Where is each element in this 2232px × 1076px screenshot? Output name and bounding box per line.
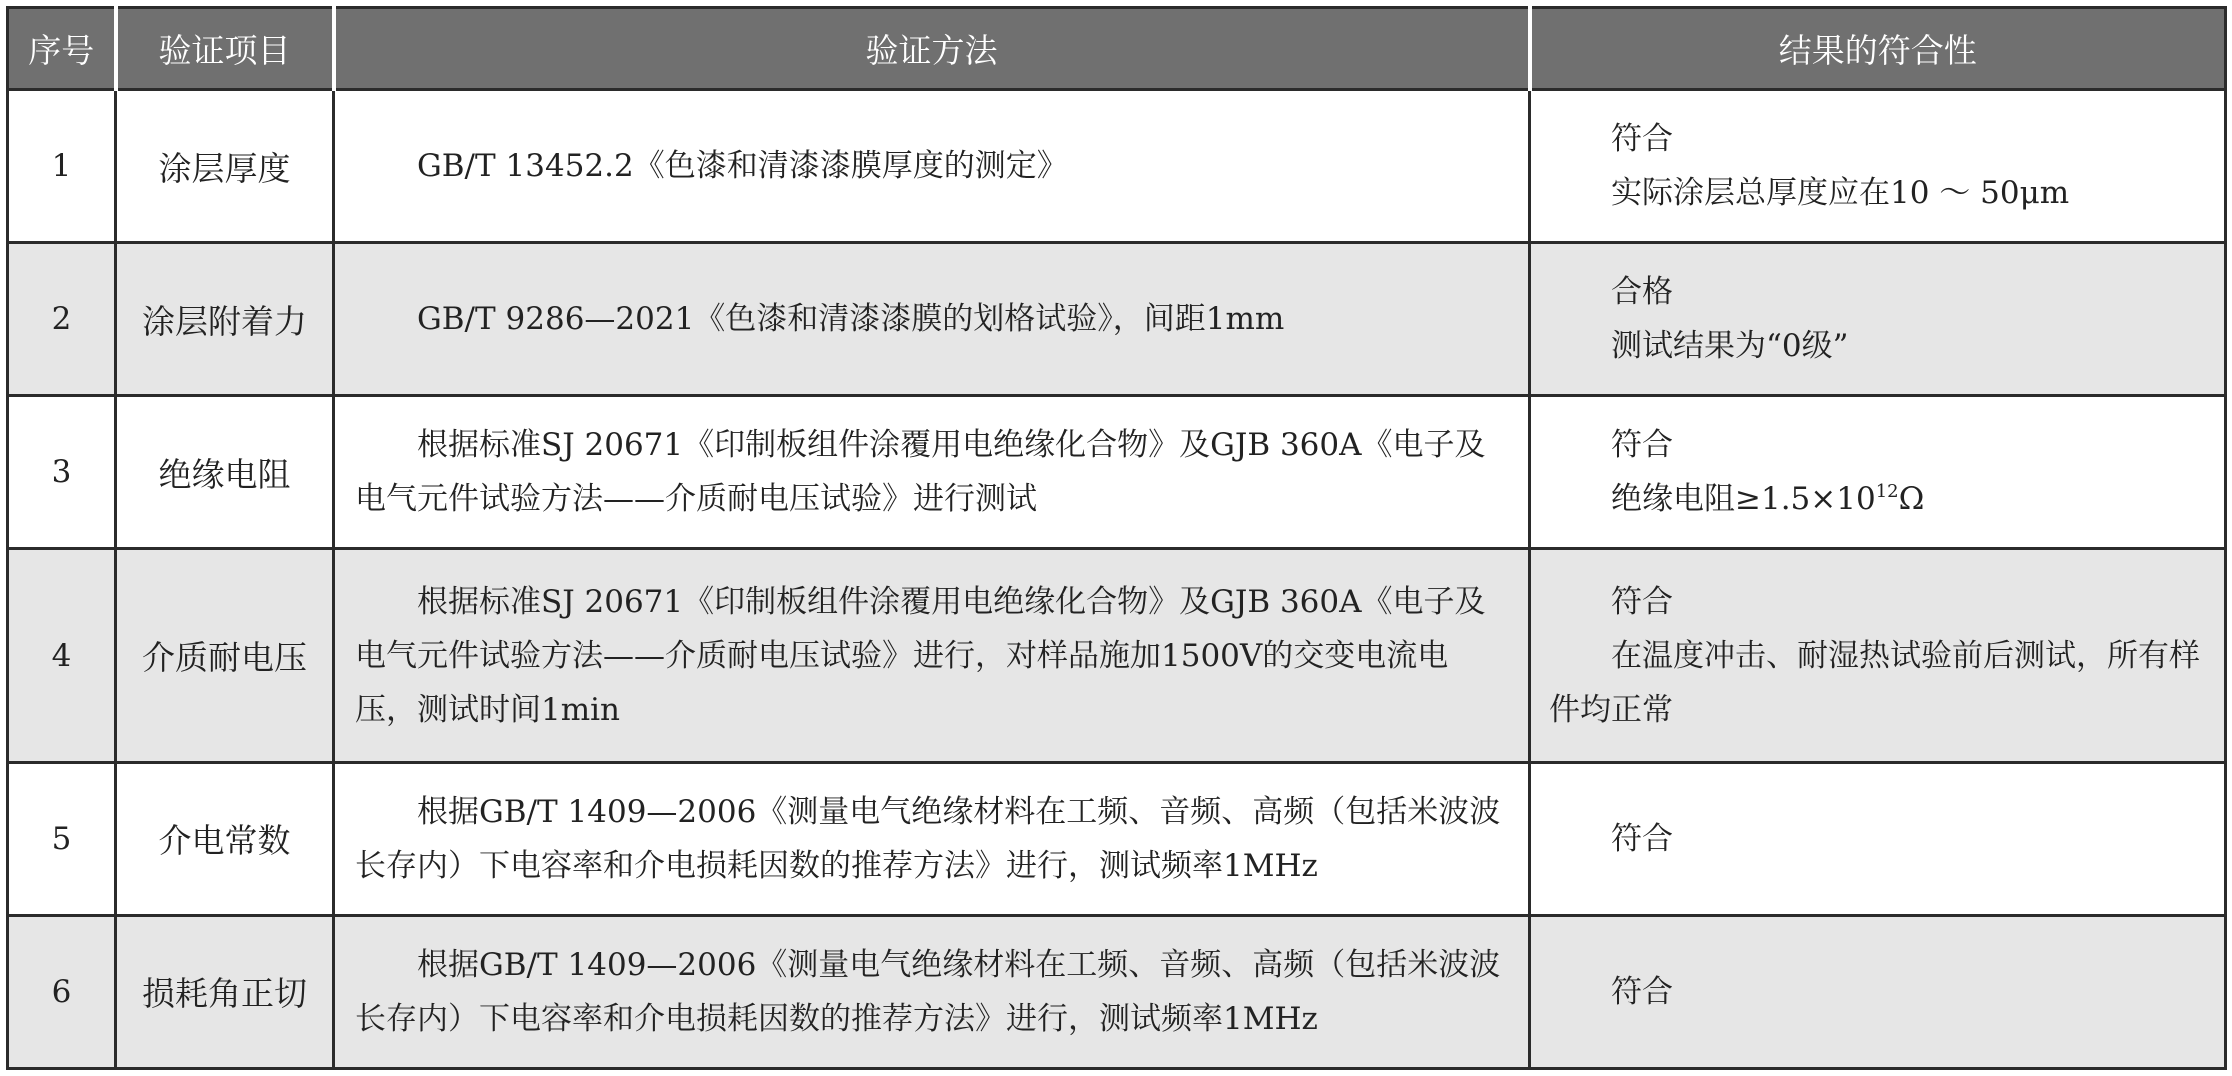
table-body — [8, 90, 2226, 1069]
result-cell — [1530, 90, 2226, 243]
verification-item: 涂层厚度 — [116, 90, 334, 243]
header-no: 序号 — [8, 8, 116, 90]
row-number: 1 — [8, 90, 116, 243]
row-number: 6 — [8, 915, 116, 1068]
verification-item: 涂层附着力 — [116, 243, 334, 396]
verification-method: 根据标准SJ 20671《印制板组件涂覆用电绝缘化合物》及GJB 360A《电子及电气元件试验方法——介质耐电压试验》进行，对样品施加1500V的交变电流电压，测试时间1min — [334, 549, 1530, 762]
verification-item: 介质耐电压 — [116, 549, 334, 762]
detail-unit: Ω — [1898, 481, 1925, 518]
verification-method: GB/T 9286—2021《色漆和清漆漆膜的划格试验》，间距1mm — [334, 243, 1530, 396]
table-header — [8, 8, 2226, 90]
result-verdict: 符合 — [1611, 820, 1673, 857]
table-row — [8, 915, 2226, 1068]
table-row — [8, 243, 2226, 396]
result-verdict: 符合 — [1611, 121, 1673, 158]
result-verdict: 符合 — [1611, 973, 1673, 1010]
result-cell — [1530, 915, 2226, 1068]
result-cell — [1530, 243, 2226, 396]
result-detail — [1549, 472, 2206, 526]
row-number: 2 — [8, 243, 116, 396]
table-row — [8, 549, 2226, 762]
row-number: 3 — [8, 396, 116, 549]
result-cell — [1530, 549, 2226, 762]
verification-item: 介电常数 — [116, 762, 334, 915]
row-number: 4 — [8, 549, 116, 762]
header-item: 验证项目 — [116, 8, 334, 90]
result-cell — [1530, 762, 2226, 915]
verification-method: 根据GB/T 1409—2006《测量电气绝缘材料在工频、音频、高频（包括米波波长存内）下电容率和介电损耗因数的推荐方法》进行，测试频率1MHz — [334, 762, 1530, 915]
header-method: 验证方法 — [334, 8, 1530, 90]
result-cell — [1530, 396, 2226, 549]
verification-item: 损耗角正切 — [116, 915, 334, 1068]
result-detail: 实际涂层总厚度应在10 ～ 50μm — [1611, 175, 2070, 212]
result-verdict: 合格 — [1611, 274, 1673, 311]
verification-table — [6, 6, 2227, 1070]
verification-method: 根据GB/T 1409—2006《测量电气绝缘材料在工频、音频、高频（包括米波波长存内）下电容率和介电损耗因数的推荐方法》进行，测试频率1MHz — [334, 915, 1530, 1068]
table-row — [8, 396, 2226, 549]
verification-method: 根据标准SJ 20671《印制板组件涂覆用电绝缘化合物》及GJB 360A《电子及电气元件试验方法——介质耐电压试验》进行测试 — [334, 396, 1530, 549]
result-verdict: 符合 — [1611, 427, 1673, 464]
result-verdict: 符合 — [1611, 583, 1673, 620]
verification-method: GB/T 13452.2《色漆和清漆漆膜厚度的测定》 — [334, 90, 1530, 243]
header-row — [8, 8, 2226, 90]
result-detail: 测试结果为“0级” — [1611, 328, 1849, 365]
result-detail: 在温度冲击、耐湿热试验前后测试，所有样件均正常 — [1549, 637, 2200, 728]
header-result: 结果的符合性 — [1530, 8, 2226, 90]
row-number: 5 — [8, 762, 116, 915]
detail-text: 绝缘电阻≥1.5×10 — [1611, 481, 1876, 518]
table-row — [8, 762, 2226, 915]
table-row — [8, 90, 2226, 243]
detail-exponent: 12 — [1875, 481, 1899, 503]
verification-table-container — [6, 6, 2224, 1070]
verification-item: 绝缘电阻 — [116, 396, 334, 549]
